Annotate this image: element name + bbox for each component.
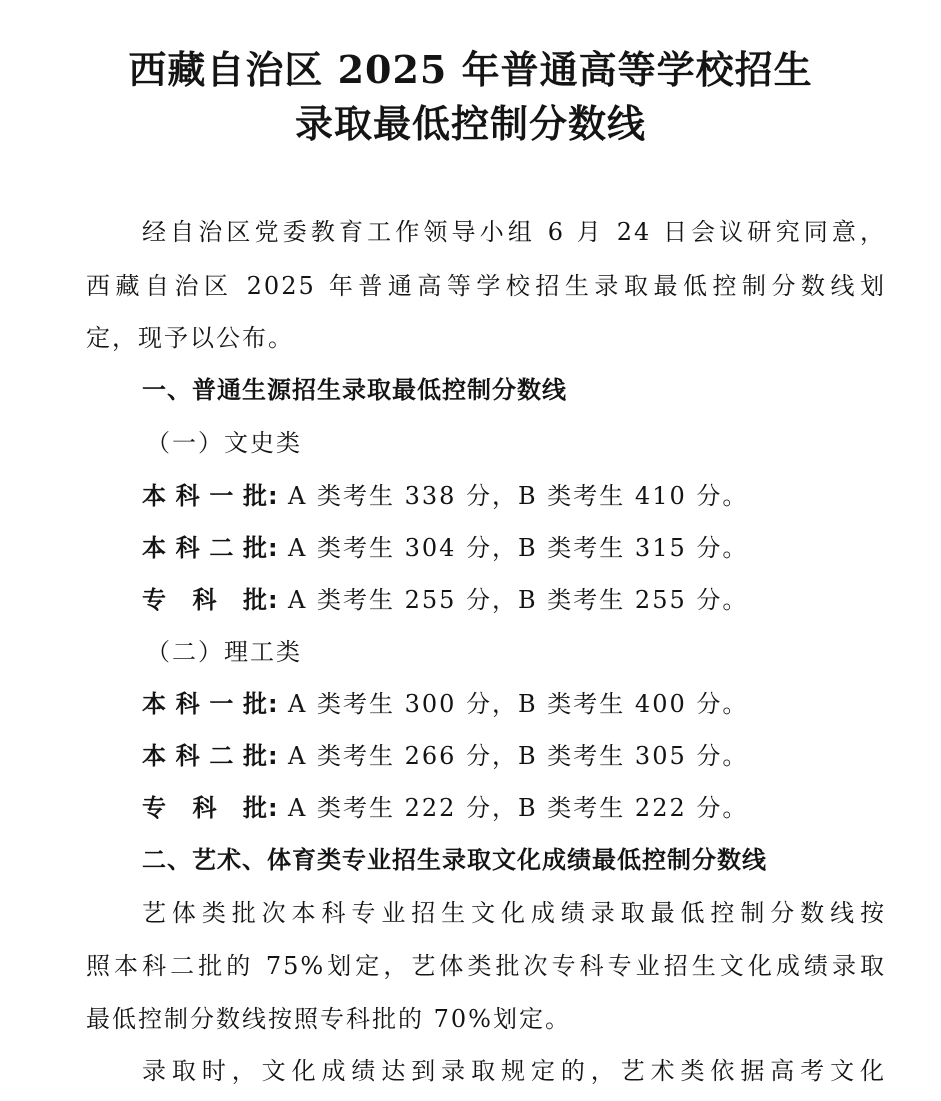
batch-colon: : — [268, 482, 280, 510]
wenshi-heading: （一）文史类 — [146, 429, 302, 457]
wenshi-row-zhuanke — [142, 580, 886, 620]
document-title-line-2: 录取最低控制分数线 — [294, 101, 646, 146]
ligong-row-benke-2 — [142, 736, 886, 776]
ligong-row-benke-1 — [142, 684, 886, 724]
wenshi-row-benke-1 — [142, 476, 886, 516]
ligong-heading: （二）理工类 — [146, 638, 302, 666]
score-text: A 类考生 338 分，B 类考生 410 分。 — [288, 482, 749, 510]
batch-colon: : — [268, 534, 280, 562]
batch-label: 本科一批 — [142, 482, 268, 510]
score-text: A 类考生 300 分，B 类考生 400 分。 — [288, 690, 749, 718]
intro-line-3: 定，现予以公布。 — [86, 324, 294, 352]
wenshi-row-benke-2 — [142, 528, 886, 568]
batch-label: 专科批 — [142, 586, 268, 614]
ligong-row-zhuanke — [142, 788, 886, 828]
section-2-para-1-line-1: 艺体类批次本科专业招生文化成绩录取最低控制分数线按 — [142, 899, 886, 927]
section-2-para-1-line-3: 最低控制分数线按照专科批的 70%划定。 — [86, 1005, 571, 1033]
batch-colon: : — [268, 794, 280, 822]
section-2-heading: 二、艺术、体育类专业招生录取文化成绩最低控制分数线 — [142, 846, 767, 874]
batch-label: 本科二批 — [142, 534, 268, 562]
batch-label: 本科一批 — [142, 690, 268, 718]
score-text: A 类考生 304 分，B 类考生 315 分。 — [288, 534, 749, 562]
batch-colon: : — [268, 742, 280, 770]
batch-label: 专科批 — [142, 794, 268, 822]
score-text: A 类考生 266 分，B 类考生 305 分。 — [288, 742, 749, 770]
score-text: A 类考生 255 分，B 类考生 255 分。 — [288, 586, 749, 614]
batch-colon: : — [268, 690, 280, 718]
section-2-para-2-line-1: 录取时，文化成绩达到录取规定的，艺术类依据高考文化 — [142, 1057, 886, 1085]
batch-label: 本科二批 — [142, 742, 268, 770]
intro-line-1: 经自治区党委教育工作领导小组 6 月 24 日会议研究同意， — [142, 218, 886, 246]
section-2-para-1-line-2: 照本科二批的 75%划定，艺体类批次专科专业招生文化成绩录取 — [86, 952, 886, 980]
intro-line-2: 西藏自治区 2025 年普通高等学校招生录取最低控制分数线划 — [86, 272, 886, 300]
section-1-heading: 一、普通生源招生录取最低控制分数线 — [142, 376, 567, 404]
batch-colon: : — [268, 586, 280, 614]
document-title-line-1: 西藏自治区 2025 年普通高等学校招生 — [128, 47, 813, 92]
score-text: A 类考生 222 分，B 类考生 222 分。 — [288, 794, 749, 822]
